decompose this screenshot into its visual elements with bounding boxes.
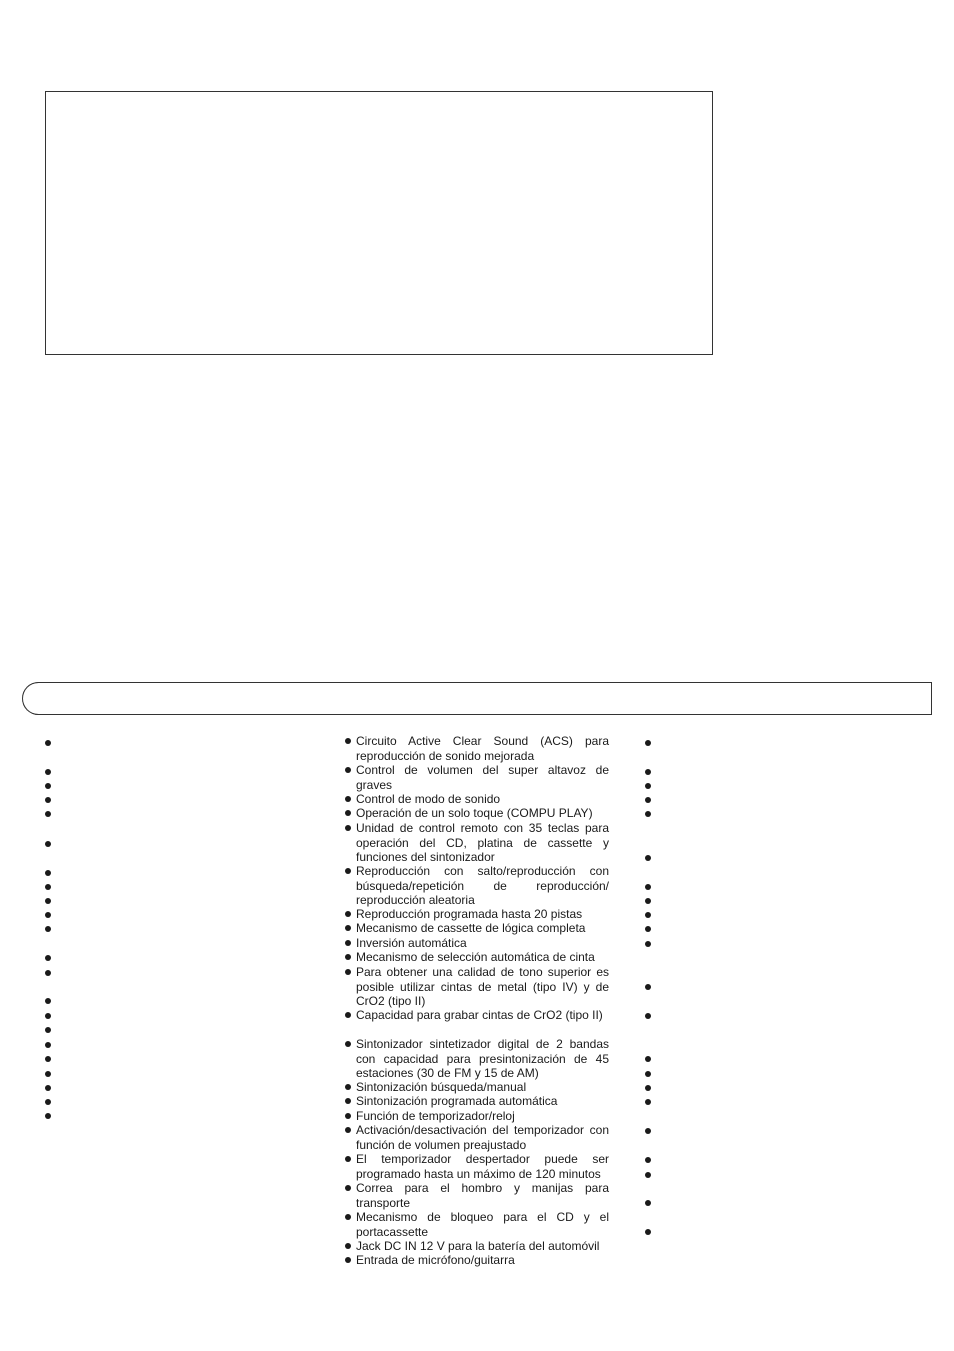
bullet-marker bbox=[645, 783, 651, 789]
bullet-marker bbox=[645, 1013, 651, 1019]
bullet-marker bbox=[345, 954, 351, 960]
bullet-marker bbox=[645, 1085, 651, 1091]
bullet-marker bbox=[45, 898, 51, 904]
bullet-marker bbox=[645, 1200, 651, 1206]
bullet-marker bbox=[45, 841, 51, 847]
bullet-marker bbox=[645, 926, 651, 932]
bullet-marker bbox=[45, 926, 51, 932]
list-item: Control de modo de sonido bbox=[345, 792, 609, 807]
bullet-marker bbox=[45, 783, 51, 789]
bullet-marker bbox=[645, 1157, 651, 1163]
list-item: Capacidad para grabar cintas de CrO2 (tipo II) bbox=[345, 1008, 609, 1023]
list-item: Operación de un solo toque (COMPU PLAY) bbox=[345, 806, 609, 821]
bullet-marker bbox=[45, 1113, 51, 1119]
bullet-marker bbox=[345, 796, 351, 802]
list-item: Inversión automática bbox=[345, 936, 609, 951]
bullet-marker bbox=[345, 1098, 351, 1104]
list-item: Unidad de control remoto con 35 teclas para operación del CD, platina de cassette y funciones del sintonizador bbox=[345, 821, 609, 865]
list-item: Mecanismo de bloqueo para el CD y el portacassette bbox=[345, 1210, 609, 1239]
list-item: Función de temporizador/reloj bbox=[345, 1109, 609, 1124]
list-item: Circuito Active Clear Sound (ACS) para reproducción de sonido mejorada bbox=[345, 734, 609, 763]
bullet-marker bbox=[645, 1099, 651, 1105]
bullet-marker bbox=[45, 912, 51, 918]
bullet-marker bbox=[345, 1185, 351, 1191]
bullet-marker bbox=[45, 998, 51, 1004]
bullet-marker bbox=[345, 1041, 351, 1047]
list-item: Jack DC IN 12 V para la batería del automóvil bbox=[345, 1239, 609, 1254]
bullet-marker bbox=[645, 1056, 651, 1062]
list-item: Reproducción con salto/reproducción con búsqueda/repetición de reproducción/ reproducción aleatoria bbox=[345, 864, 609, 908]
bullet-marker bbox=[45, 1071, 51, 1077]
bullet-marker bbox=[345, 1127, 351, 1133]
bullet-marker bbox=[645, 740, 651, 746]
bullet-marker bbox=[45, 811, 51, 817]
list-item: Entrada de micrófono/guitarra bbox=[345, 1253, 609, 1268]
bullet-marker bbox=[645, 884, 651, 890]
bullet-marker bbox=[45, 1056, 51, 1062]
list-item: Reproducción programada hasta 20 pistas bbox=[345, 907, 609, 922]
bullet-marker bbox=[45, 1085, 51, 1091]
bullet-marker bbox=[45, 1013, 51, 1019]
bullet-marker bbox=[345, 868, 351, 874]
list-item: Correa para el hombro y manijas para transporte bbox=[345, 1181, 609, 1210]
bullet-marker bbox=[645, 941, 651, 947]
bullet-marker bbox=[345, 1214, 351, 1220]
bullet-marker bbox=[45, 970, 51, 976]
bullet-marker bbox=[345, 1243, 351, 1249]
bullet-marker bbox=[345, 767, 351, 773]
bullet-marker bbox=[645, 912, 651, 918]
list-item: Sintonización programada automática bbox=[345, 1094, 609, 1109]
bullet-marker bbox=[345, 810, 351, 816]
bullet-marker bbox=[45, 870, 51, 876]
bullet-marker bbox=[345, 825, 351, 831]
list-item: Sintonizador sintetizador digital de 2 bandas con capacidad para presintonización de 45 estaciones (30 de FM y 15 de AM) bbox=[345, 1037, 609, 1081]
list-item: Sintonización búsqueda/manual bbox=[345, 1080, 609, 1095]
list-item: Activación/desactivación del temporizador con función de volumen preajustado bbox=[345, 1123, 609, 1152]
bullet-marker bbox=[645, 797, 651, 803]
bullet-marker bbox=[345, 738, 351, 744]
list-item: Para obtener una calidad de tono superior es posible utilizar cintas de metal (tipo IV) y de CrO2 (tipo II) bbox=[345, 965, 609, 1009]
list-item: Control de volumen del super altavoz de graves bbox=[345, 763, 609, 792]
bullet-marker bbox=[345, 1084, 351, 1090]
bullet-marker bbox=[645, 898, 651, 904]
bullet-marker bbox=[45, 1099, 51, 1105]
bullet-marker bbox=[345, 940, 351, 946]
bullet-marker bbox=[345, 911, 351, 917]
bullet-marker bbox=[645, 811, 651, 817]
bullet-marker bbox=[645, 769, 651, 775]
bullet-marker bbox=[45, 797, 51, 803]
bullet-marker bbox=[345, 925, 351, 931]
bullet-marker bbox=[345, 969, 351, 975]
bullet-marker bbox=[345, 1257, 351, 1263]
bullet-marker bbox=[645, 1071, 651, 1077]
list-item: Mecanismo de cassette de lógica completa bbox=[345, 921, 609, 936]
section-header-bar bbox=[22, 682, 932, 715]
figure-frame bbox=[45, 91, 713, 355]
list-item: Mecanismo de selección automática de cinta bbox=[345, 950, 609, 965]
bullet-marker bbox=[45, 740, 51, 746]
bullet-marker bbox=[645, 1128, 651, 1134]
bullet-marker bbox=[645, 1229, 651, 1235]
list-item: El temporizador despertador puede ser programado hasta un máximo de 120 minutos bbox=[345, 1152, 609, 1181]
bullet-marker bbox=[45, 884, 51, 890]
bullet-marker bbox=[45, 1042, 51, 1048]
bullet-marker bbox=[45, 769, 51, 775]
bullet-marker bbox=[45, 1027, 51, 1033]
bullet-marker bbox=[645, 855, 651, 861]
bullet-marker bbox=[345, 1012, 351, 1018]
bullet-marker bbox=[645, 1172, 651, 1178]
bullet-marker bbox=[645, 984, 651, 990]
bullet-marker bbox=[45, 955, 51, 961]
bullet-marker bbox=[345, 1113, 351, 1119]
bullet-marker bbox=[345, 1156, 351, 1162]
